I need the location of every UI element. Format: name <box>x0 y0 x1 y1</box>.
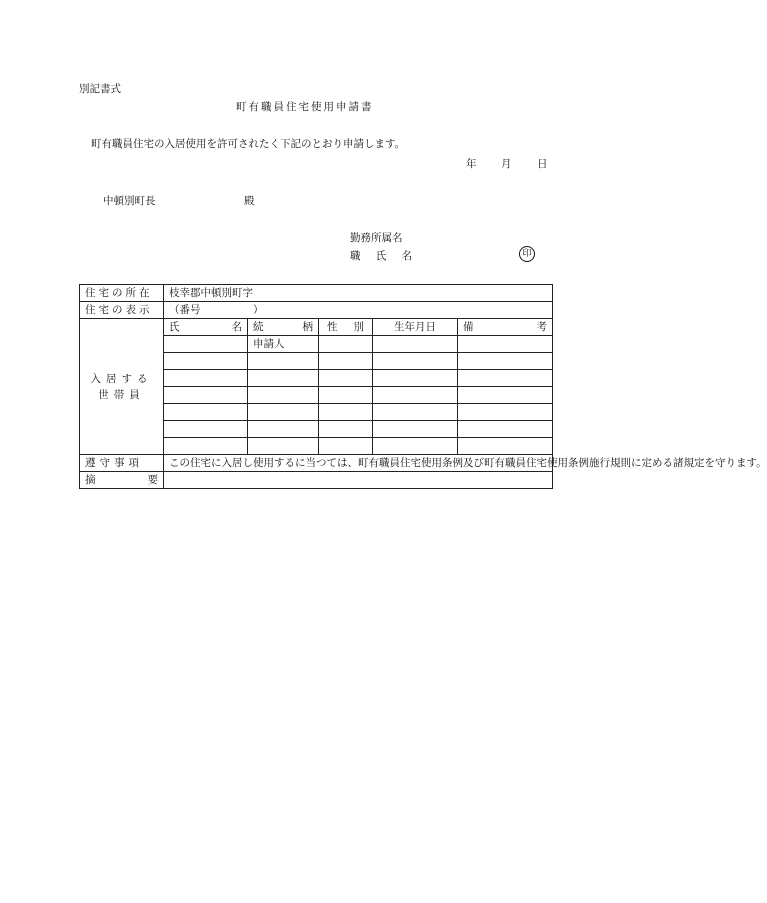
column-remarks-header: 備 考 <box>458 319 553 336</box>
summary-body[interactable] <box>164 472 553 489</box>
form-code: 別記書式 <box>79 83 121 95</box>
member-name-cell[interactable] <box>164 438 248 455</box>
member-sex-cell[interactable] <box>319 370 373 387</box>
member-sex-cell[interactable] <box>319 421 373 438</box>
workplace-label: 勤務所属名 <box>350 232 403 244</box>
member-relation-cell[interactable] <box>248 387 319 404</box>
compliance-label: 遵守事項 <box>80 455 164 472</box>
summary-row <box>80 472 553 489</box>
addressee-honorific: 殿 <box>244 195 255 207</box>
display-value[interactable]: （番号 ） <box>164 302 553 319</box>
member-birth-cell[interactable] <box>373 336 458 353</box>
member-remarks-cell[interactable] <box>458 387 553 404</box>
member-birth-cell[interactable] <box>373 404 458 421</box>
column-name-header: 氏 名 <box>164 319 248 336</box>
member-birth-cell[interactable] <box>373 370 458 387</box>
member-relation-cell[interactable]: 申請人 <box>248 336 319 353</box>
display-label: 住宅の表示 <box>80 302 164 319</box>
member-name-cell[interactable] <box>164 404 248 421</box>
form-title: 町有職員住宅使用申請書 <box>236 101 374 113</box>
column-sex-header: 性 別 <box>319 319 373 336</box>
member-relation-cell[interactable] <box>248 404 319 421</box>
members-label-line2: 世帯員 <box>98 388 145 401</box>
column-relation-header: 続 柄 <box>248 319 319 336</box>
member-birth-cell[interactable] <box>373 387 458 404</box>
members-label <box>80 319 164 455</box>
seal-mark: 印 <box>519 246 535 262</box>
member-relation-cell[interactable] <box>248 438 319 455</box>
date-year: 年 <box>466 158 477 170</box>
compliance-text: この住宅に入居し使用するに当つては、町有職員住宅使用条例及び町有職員住宅使用条例施行規則に定める諸規定を守ります。 <box>164 455 553 472</box>
member-name-cell[interactable] <box>164 336 248 353</box>
application-table <box>79 284 767 489</box>
member-sex-cell[interactable] <box>319 438 373 455</box>
member-relation-cell[interactable] <box>248 421 319 438</box>
display-row <box>80 302 553 319</box>
column-birth-header: 生年月日 <box>373 319 458 336</box>
compliance-row <box>80 455 553 472</box>
member-remarks-cell[interactable] <box>458 404 553 421</box>
date-day: 日 <box>537 158 548 170</box>
member-relation-cell[interactable] <box>248 370 319 387</box>
member-remarks-cell[interactable] <box>458 370 553 387</box>
member-remarks-cell[interactable] <box>458 438 553 455</box>
name-label: 職 氏 名 <box>350 250 419 262</box>
member-remarks-cell[interactable] <box>458 421 553 438</box>
member-sex-cell[interactable] <box>319 353 373 370</box>
member-name-cell[interactable] <box>164 370 248 387</box>
member-sex-cell[interactable] <box>319 404 373 421</box>
date-month: 月 <box>501 158 512 170</box>
members-label-line1: 入居する <box>90 372 153 385</box>
addressee-name: 中頓別町長 <box>103 195 156 207</box>
location-label: 住宅の所在 <box>80 285 164 302</box>
member-relation-cell[interactable] <box>248 353 319 370</box>
member-name-cell[interactable] <box>164 387 248 404</box>
member-birth-cell[interactable] <box>373 421 458 438</box>
member-sex-cell[interactable] <box>319 387 373 404</box>
location-value[interactable]: 枝幸郡中頓別町字 <box>164 285 553 302</box>
summary-label: 摘 要 <box>80 472 164 489</box>
members-header-row <box>80 319 553 336</box>
member-name-cell[interactable] <box>164 421 248 438</box>
member-name-cell[interactable] <box>164 353 248 370</box>
member-sex-cell[interactable] <box>319 336 373 353</box>
member-birth-cell[interactable] <box>373 353 458 370</box>
intro-text: 町有職員住宅の入居使用を許可されたく下記のとおり申請します。 <box>91 138 406 150</box>
member-remarks-cell[interactable] <box>458 336 553 353</box>
location-row <box>80 285 553 302</box>
member-birth-cell[interactable] <box>373 438 458 455</box>
member-remarks-cell[interactable] <box>458 353 553 370</box>
